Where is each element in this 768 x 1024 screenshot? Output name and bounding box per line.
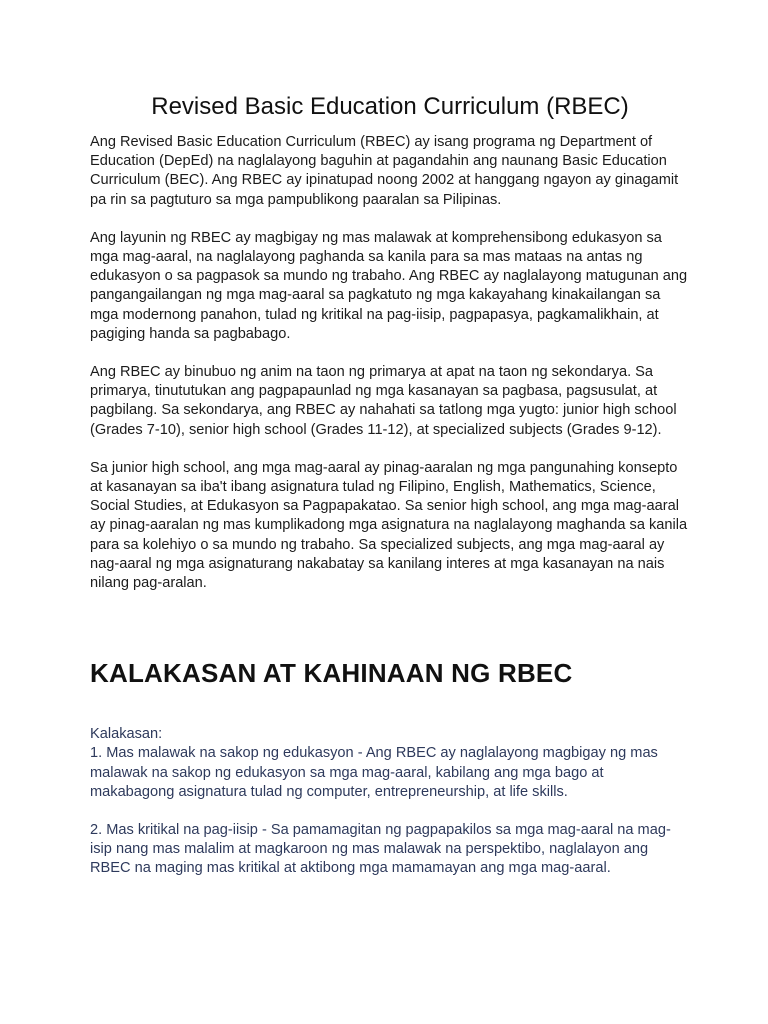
strength-item: 1. Mas malawak na sakop ng edukasyon - Ang RBEC ay naglalayong magbigay ng mas malawak na sakop ng edukasyon sa mga mag-aaral, kabilang ang mga bago at makabagong asignatura tulad ng computer, entrepreneurship, at life skills. xyxy=(90,745,658,800)
strengths-label: Kalakasan: xyxy=(90,726,163,743)
paragraph-subjects: Sa junior high school, ang mga mag-aaral ay pinag-aaralan ng mga pangunahing konsepto at kasanayan sa iba't ibang asignatura tulad ng Filipino, English, Mathematics, Science, Social Studies, at Edukasyon sa Pagpapakatao. Sa senior high school, ang mga mag-aaral ay pinag-aaralan ng mas kumplikadong mga asignatura na naglalayong maghanda sa kanila para sa kolehiyo o sa mundo ng trabaho. Sa specialized subjects, ang mga mag-aaral ay nag-aaral ng mga asignaturang nakabatay sa kanilang interes at mga kasanayan na nais nilang pag-aralan. xyxy=(90,459,688,592)
paragraph-objective: Ang layunin ng RBEC ay magbigay ng mas malawak at komprehensibong edukasyon sa mga mag-aaral, na naglalayong paghanda sa kanila para sa mas mataas na antas ng edukasyon o sa pagpasok sa mundo ng trabaho. Ang RBEC ay naglalayong matugunan ang pangangailangan ng mga mag-aaral sa pagkatuto ng mga kakayahang kinakailangan sa mga modernong panahon, tulad ng kritikal na pag-iisip, pagpapasya, pagkamalikhain, at pagiging handa sa pagbabago. xyxy=(90,229,688,342)
paragraph-intro: Ang Revised Basic Education Curriculum (RBEC) ay isang programa ng Department of Education (DepEd) na naglalayong baguhin at pagandahin ang naunang Basic Education Curriculum (BEC). Ang RBEC ay ipinatupad noong 2002 at hanggang ngayon ay ginagamit pa rin sa pagtuturo sa mga pampublikong paaralan sa Pilipinas. xyxy=(90,134,679,208)
section-heading: KALAKASAN AT KAHINAAN NG RBEC xyxy=(90,658,573,689)
document-page xyxy=(90,92,690,879)
document-title: Revised Basic Education Curriculum (RBEC) xyxy=(151,93,629,120)
paragraph-structure: Ang RBEC ay binubuo ng anim na taon ng primarya at apat na taon ng sekondarya. Sa primarya, tinututukan ang pagpapaunlad ng mga kasanayan sa pagbasa, pagsusulat, at pagbilang. Sa sekondarya, ang RBEC ay nahahati sa tatlong mga yugto: junior high school (Grades 7-10), senior high school (Grades 11-12), at specialized subjects (Grades 9-12). xyxy=(90,364,677,438)
strengths-section xyxy=(90,725,690,878)
strength-item: 2. Mas kritikal na pag-iisip - Sa pamamagitan ng pagpapakilos sa mga mag-aaral na mag-isip nang mas malalim at magkaroon ng mas malawak na perspektibo, naglalayon ang RBEC na maging mas kritikal at aktibong mga mamamayan ang mga mag-aaral. xyxy=(90,822,671,877)
